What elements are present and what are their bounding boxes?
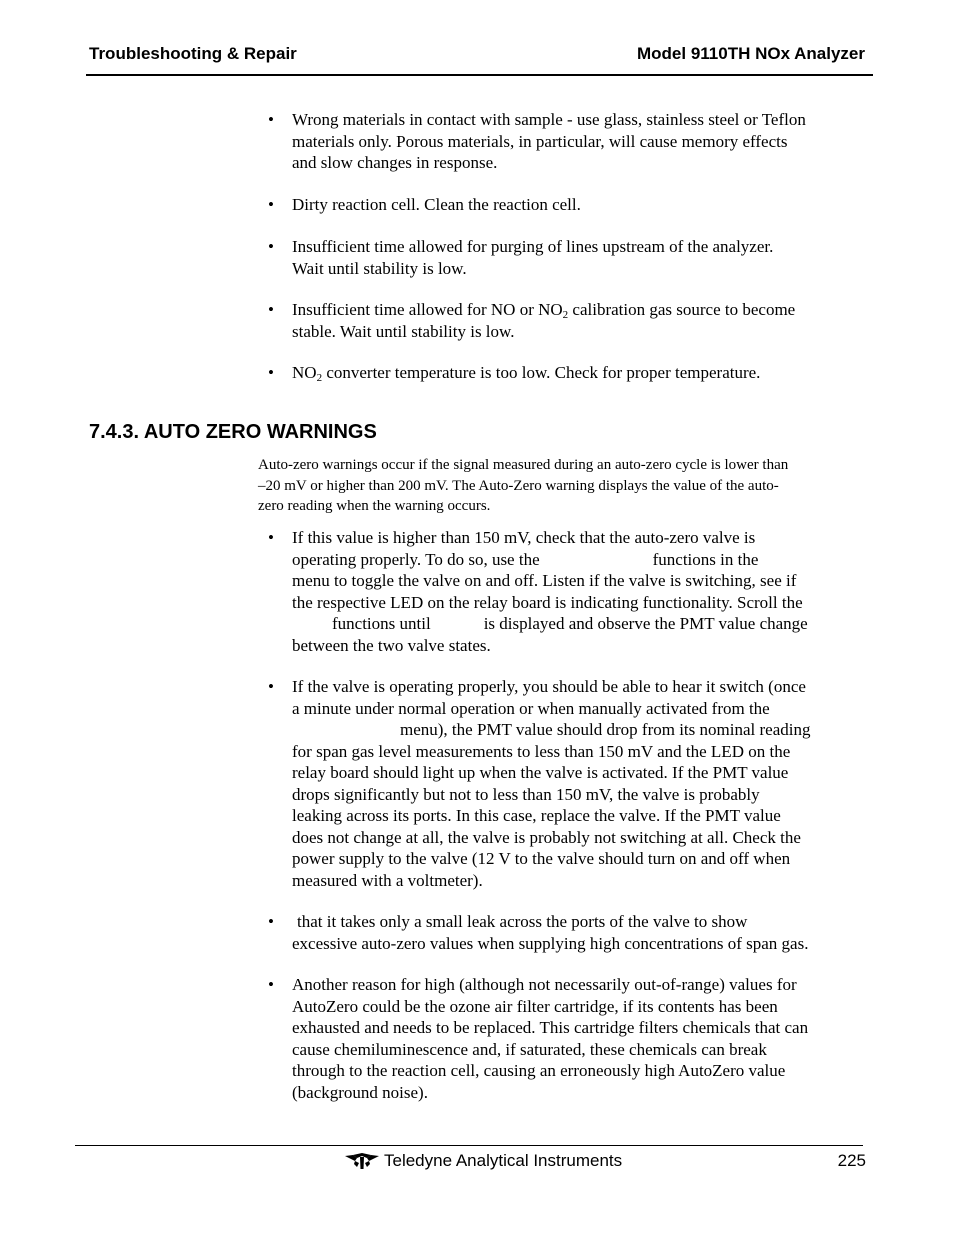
bullet-marker: • <box>268 110 274 129</box>
section-heading: 7.4.3. AUTO ZERO WARNINGS <box>89 421 377 443</box>
text-line: Wrong materials in contact with sample - use glass, stainless steel or Teflon <box>292 110 806 129</box>
text-line: operating properly. To do so, use the functions in the <box>292 549 759 569</box>
text-line: and slow changes in response. <box>292 153 498 172</box>
text-line: drops significantly but not to less than 150 mV, the valve is probably <box>292 784 760 804</box>
text-line: (background noise). <box>292 1082 428 1102</box>
bullet-marker: • <box>268 363 274 382</box>
text-line: menu), the PMT value should drop from its nominal reading <box>400 720 811 739</box>
teledyne-logo-icon <box>345 1152 379 1170</box>
bullet-small-leak <box>292 911 872 954</box>
bullet-marker: • <box>268 300 274 319</box>
text-line: Wait until stability is low. <box>292 258 467 278</box>
text-line: Dirty reaction cell. Clean the reaction cell. <box>292 195 581 214</box>
text-line: between the two valve states. <box>292 635 491 655</box>
text-line: cause chemiluminescence and, if saturated, these chemicals can break <box>292 1039 767 1059</box>
bullet-ozone-filter <box>292 974 872 1103</box>
text-line: exhausted and needs to be replaced. This cartridge filters chemicals that can <box>292 1018 809 1037</box>
footer-rule <box>75 1145 863 1146</box>
bullet-valve-operating <box>292 676 872 891</box>
text-line: relay board should light up when the valve is activated. If the PMT value <box>292 763 789 782</box>
header-rule <box>86 74 873 76</box>
text-line: Insufficient time allowed for NO or $NO_2$ calibration gas source to become <box>292 300 796 321</box>
text-line: leaking across its ports. In this case, replace the valve. If the PMT value <box>292 806 781 825</box>
text-line: measured with a voltmeter). <box>292 870 483 890</box>
bullet-marker: • <box>268 912 274 931</box>
text-line: the respective LED on the relay board is indicating functionality. Scroll the <box>292 592 803 612</box>
bullet-purging-time <box>292 236 872 279</box>
text-line: for span gas level measurements to less than 150 mV and the LED on the <box>292 741 791 761</box>
bullet-check-valve <box>292 527 872 656</box>
footer-company: Teledyne Analytical Instruments <box>384 1151 623 1170</box>
text-line: zero reading when the warning occurs. <box>258 498 491 514</box>
text-line: Auto-zero warnings occur if the signal measured during an auto-zero cycle is lower than <box>258 457 789 473</box>
text-line: –20 mV or higher than 200 mV. The Auto-Zero warning displays the value of the auto- <box>258 477 779 494</box>
bullet-marker: • <box>268 237 274 256</box>
header-section-title: Troubleshooting & Repair <box>89 44 297 63</box>
section-intro-paragraph <box>258 455 870 517</box>
text-line: Insufficient time allowed for purging of lines upstream of the analyzer. <box>292 237 774 256</box>
bullet-wrong-materials <box>292 109 872 174</box>
text-line: functions until is displayed and observe the PMT value change <box>332 614 808 633</box>
text-line: menu to toggle the valve on and off. Listen if the valve is switching, see if <box>292 571 797 590</box>
text-line: materials only. Porous materials, in particular, will cause memory effects <box>292 131 788 151</box>
bullet-calibration-time <box>292 299 872 342</box>
text-line: excessive auto-zero values when supplying high concentrations of span gas. <box>292 933 809 953</box>
page-number: 225 <box>837 1151 866 1170</box>
header-document-title: Model 9110TH NOx Analyzer <box>636 44 865 63</box>
text-line: a minute under normal operation or when manually activated from the <box>292 698 770 718</box>
text-line: If the valve is operating properly, you should be able to hear it switch (once <box>292 677 806 696</box>
text-line: through to the reaction cell, causing an erroneously high AutoZero value <box>292 1061 786 1080</box>
text-line: that it takes only a small leak across the ports of the valve to show <box>297 912 748 931</box>
bullet-converter-temperature <box>292 362 872 384</box>
bullet-marker: • <box>268 677 274 696</box>
text-line: stable. Wait until stability is low. <box>292 321 515 341</box>
text-line: Another reason for high (although not necessarily out-of-range) values for <box>292 975 797 994</box>
text-line: AutoZero could be the ozone air filter cartridge, if its contents has been <box>292 996 778 1016</box>
text-line: If this value is higher than 150 mV, check that the auto-zero valve is <box>292 528 756 547</box>
text-line: does not change at all, the valve is probably not switching at all. Check the <box>292 827 801 847</box>
bullet-dirty-cell <box>292 194 872 216</box>
text-line: $NO_2$ converter temperature is too low. Check for proper temperature. <box>292 363 761 384</box>
bullet-marker: • <box>268 975 274 994</box>
text-line: power supply to the valve (12 V to the valve should turn on and off when <box>292 849 791 868</box>
bullet-marker: • <box>268 195 274 214</box>
bullet-marker: • <box>268 528 274 547</box>
